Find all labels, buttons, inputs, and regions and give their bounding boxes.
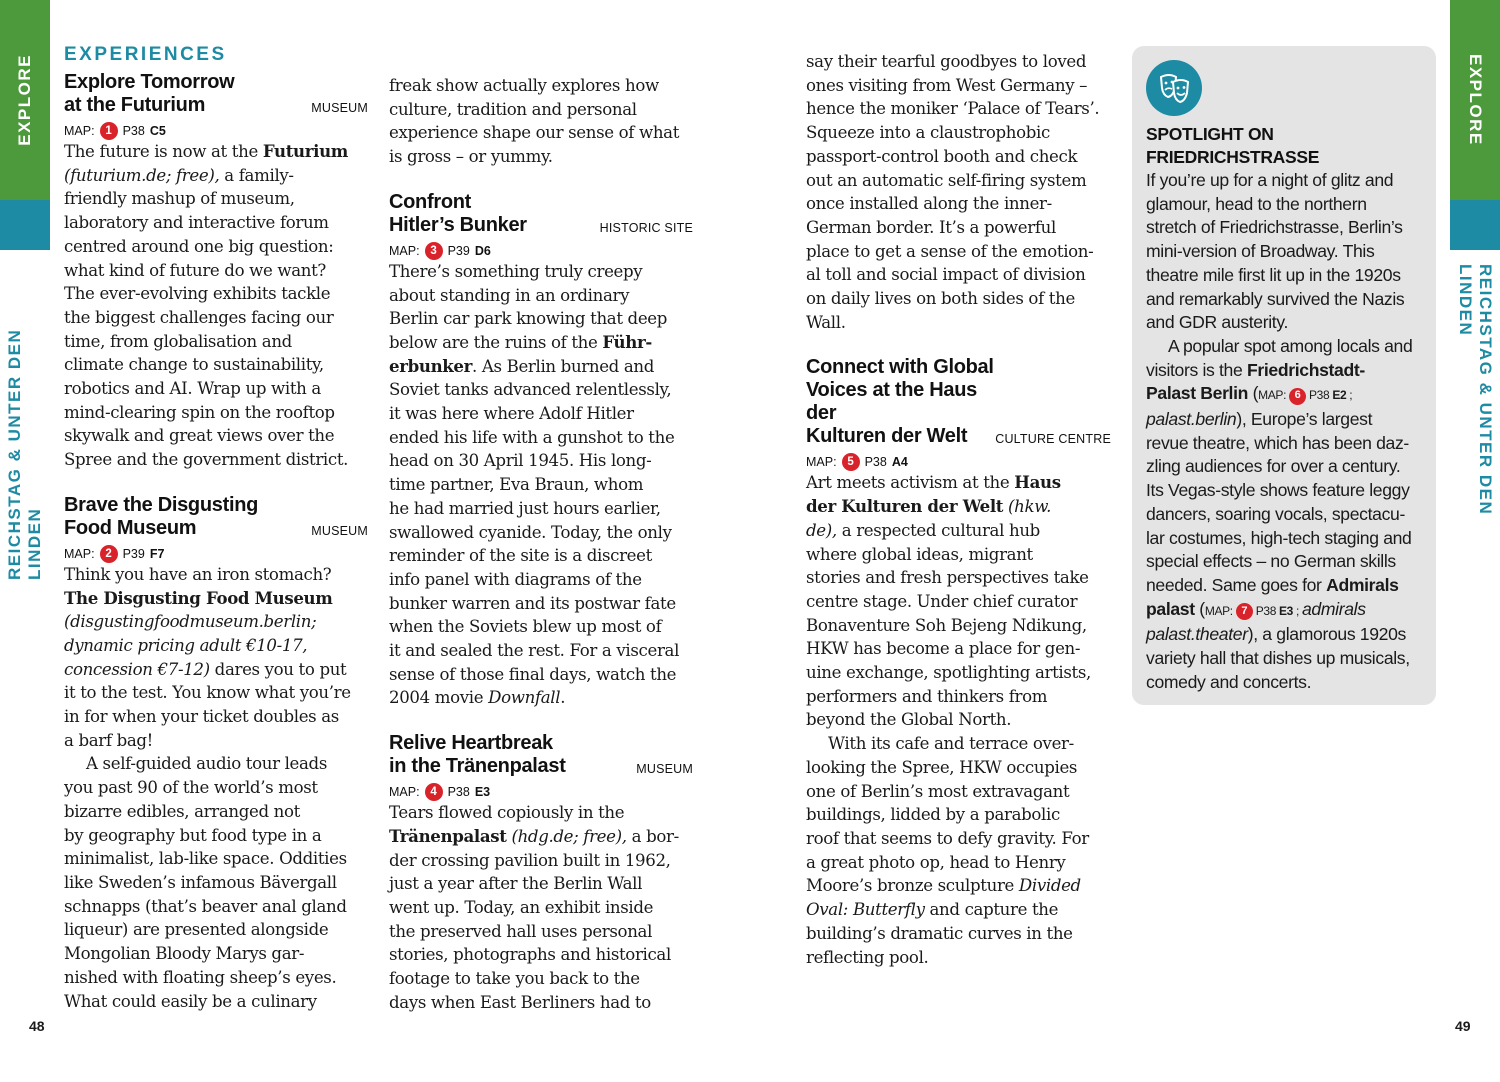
body-line: on daily lives on both sides of the bbox=[806, 289, 1075, 309]
venue-name: Admirals bbox=[1326, 574, 1399, 595]
map-label: MAP: bbox=[64, 546, 95, 561]
side-tab-chapter-right[interactable] bbox=[1450, 250, 1500, 580]
body-line: German border. It’s a powerful bbox=[806, 217, 1056, 237]
body-line: Art meets activism at the bbox=[806, 473, 1015, 493]
body-line: Squeeze into a claustrophobic bbox=[806, 123, 1050, 143]
map-grid: D6 bbox=[474, 243, 491, 258]
body-line: uine exchange, spotlighting artists, bbox=[806, 663, 1091, 683]
side-tab-label: REICHSTAG & UNTER DEN LINDEN bbox=[1456, 264, 1495, 516]
body-line: it was here where Adolf Hitler bbox=[389, 404, 634, 424]
map-reference[interactable] bbox=[1205, 604, 1293, 618]
body-line: performers and thinkers from bbox=[806, 686, 1048, 706]
body-line: time partner, Eva Braun, whom bbox=[389, 475, 644, 495]
entry-category: CULTURE CENTRE bbox=[995, 432, 1111, 447]
body-line: HKW has become a place for gen- bbox=[806, 639, 1081, 659]
body-line: There’s something truly creepy bbox=[389, 261, 643, 281]
body-line: culture, tradition and personal bbox=[389, 99, 637, 119]
map-grid: E2 bbox=[1332, 388, 1347, 403]
body-line: freak show actually explores how bbox=[389, 76, 659, 95]
body-line: time, from globalisation and bbox=[64, 331, 292, 351]
body-line: Spree and the government district. bbox=[64, 450, 349, 470]
page-number-left: 48 bbox=[29, 1018, 45, 1034]
body-line: visitors is the bbox=[1146, 359, 1247, 380]
body-line: hence the moniker ‘Palace of Tears’. bbox=[806, 99, 1100, 119]
body-line: glamour, head to the northern bbox=[1146, 193, 1367, 214]
entry-title bbox=[806, 356, 995, 448]
venue-info: (futurium.de; free), bbox=[64, 165, 220, 185]
body-line: he had married just hours earlier, bbox=[389, 498, 661, 518]
entry-title-line: Brave the Disgusting bbox=[64, 493, 259, 516]
entry-title-line: Confront bbox=[389, 190, 472, 213]
body-line: ; bbox=[1346, 388, 1353, 403]
theatre-masks-icon bbox=[1146, 60, 1202, 116]
entry-title-line: Kulturen der Welt bbox=[806, 425, 968, 448]
entry-title-line: at the Futurium bbox=[64, 94, 206, 116]
body-line: and GDR austerity. bbox=[1146, 312, 1289, 333]
body-line: stretch of Friedrichstrasse, Berlin’s bbox=[1146, 217, 1403, 238]
venue-info: concession €7-12) bbox=[64, 659, 210, 679]
film-title: Downfall bbox=[488, 688, 561, 708]
body-line: and remarkably survived the Nazis bbox=[1146, 288, 1405, 309]
spotlight-title-line: SPOTLIGHT ON bbox=[1146, 124, 1274, 144]
body-line: dancers, soaring vocals, spectacu- bbox=[1146, 503, 1405, 524]
map-page: P38 bbox=[122, 124, 145, 138]
body-line: Mongolian Bloody Marys gar- bbox=[64, 944, 305, 964]
body-line: head on 30 April 1945. His long- bbox=[389, 451, 652, 471]
body-line: the preserved hall uses personal bbox=[389, 921, 653, 941]
map-reference[interactable] bbox=[389, 783, 693, 801]
body-line: A self-guided audio tour leads bbox=[86, 754, 327, 774]
body-line: ( bbox=[1248, 383, 1259, 404]
body-line: al toll and social impact of division bbox=[806, 265, 1086, 285]
body-line: place to get a sense of the emotion- bbox=[806, 241, 1094, 261]
body-line: days when East Berliners had to bbox=[389, 992, 651, 1012]
body-line: ; bbox=[1293, 603, 1302, 618]
body-line: the biggest challenges facing our bbox=[64, 307, 334, 327]
body-line: bunker warren and its postwar fate bbox=[389, 593, 676, 613]
map-reference[interactable] bbox=[389, 242, 693, 260]
body-line: What could easily be a culinary bbox=[64, 991, 317, 1011]
body-line: what kind of future do we want? bbox=[64, 260, 326, 280]
side-tab-explore-right[interactable] bbox=[1450, 0, 1500, 200]
entry-heading bbox=[389, 191, 693, 237]
body-line: Its Vegas-style shows feature leggy bbox=[1146, 480, 1410, 501]
section-header: EXPERIENCES bbox=[64, 44, 227, 65]
spotlight-body bbox=[1146, 169, 1422, 694]
body-line: beyond the Global North. bbox=[806, 710, 1012, 730]
body-line: building’s dramatic curves in the bbox=[806, 923, 1073, 943]
venue-name: Haus bbox=[1014, 472, 1061, 493]
body-line: The future is now at the bbox=[64, 142, 263, 161]
body-line: sense of those final days, watch the bbox=[389, 664, 677, 684]
map-reference[interactable] bbox=[806, 453, 1111, 471]
body-line: below are the ruins of the bbox=[389, 332, 603, 352]
body-line: a barf bag! bbox=[64, 730, 153, 750]
artwork-title: Divided bbox=[1018, 876, 1081, 896]
body-line: is gross – or yummy. bbox=[389, 147, 553, 167]
side-tab-explore-left[interactable] bbox=[0, 0, 50, 200]
map-grid: E3 bbox=[474, 785, 491, 800]
entry-body-traenenpalast bbox=[389, 801, 693, 1014]
entry-body-hkw bbox=[806, 471, 1111, 969]
map-reference[interactable] bbox=[64, 122, 368, 140]
body-line: a family- bbox=[219, 165, 294, 185]
map-label: MAP: bbox=[389, 243, 420, 258]
body-line: . As Berlin burned and bbox=[472, 356, 655, 376]
venue-info: dynamic pricing adult €10-17, bbox=[64, 635, 308, 655]
entry-title bbox=[64, 71, 234, 117]
body-line: laboratory and interactive forum bbox=[64, 213, 329, 233]
body-line: footage to take you back to the bbox=[389, 969, 640, 989]
map-grid: E3 bbox=[1279, 603, 1294, 618]
side-tab-label: EXPLORE bbox=[1466, 54, 1485, 146]
body-line: nished with floating sheep’s eyes. bbox=[64, 967, 337, 987]
body-line: zling audiences for over a century. bbox=[1146, 456, 1401, 477]
venue-name: der Kulturen der Welt bbox=[806, 496, 1004, 517]
body-line: stories and fresh perspectives take bbox=[806, 568, 1089, 588]
entry-title-line: Food Museum bbox=[64, 516, 197, 539]
body-line: stories, photographs and historical bbox=[389, 945, 671, 965]
body-line: looking the Spree, HKW occupies bbox=[806, 757, 1078, 777]
venue-name: The Disgusting Food Museum bbox=[64, 587, 333, 608]
body-line: experience shape our sense of what bbox=[389, 123, 680, 143]
map-label: MAP: bbox=[1204, 603, 1233, 618]
body-line: roof that seems to defy gravity. For bbox=[806, 828, 1089, 848]
entry-title bbox=[389, 732, 566, 778]
body-line: by geography but food type in a bbox=[64, 825, 322, 845]
entry-title-line: in the Tränenpalast bbox=[389, 755, 566, 778]
body-line: a bor- bbox=[626, 826, 679, 846]
venue-info: (hdg.de; free), bbox=[506, 826, 627, 846]
entry-body-disgusting-food bbox=[64, 563, 368, 1013]
body-line: like Sweden’s infamous Bävergall bbox=[64, 872, 337, 892]
body-line: reminder of the site is a discreet bbox=[389, 546, 652, 566]
map-marker-icon: 3 bbox=[425, 242, 443, 260]
map-marker-icon: 5 bbox=[842, 453, 860, 471]
side-tab-teal-right bbox=[1450, 200, 1500, 250]
side-tab-chapter-left[interactable] bbox=[0, 250, 50, 580]
body-line: Moore’s bronze sculpture bbox=[806, 876, 1019, 896]
map-marker-icon: 2 bbox=[100, 545, 118, 563]
map-marker-icon: 7 bbox=[1236, 603, 1253, 620]
body-line: revue theatre, which has been daz- bbox=[1146, 432, 1409, 453]
continued-text bbox=[389, 74, 693, 169]
spotlight-box bbox=[1132, 46, 1436, 705]
body-line: in for when your ticket doubles as bbox=[64, 707, 339, 727]
artwork-title: Oval: Butterfly bbox=[806, 900, 925, 920]
body-line: der crossing pavilion built in 1962, bbox=[389, 850, 671, 870]
body-line: needed. Same goes for bbox=[1146, 574, 1327, 595]
entry-category: MUSEUM bbox=[311, 523, 368, 538]
map-label: MAP: bbox=[1258, 388, 1287, 403]
spotlight-title bbox=[1146, 123, 1422, 169]
side-tab-teal-left bbox=[0, 200, 50, 250]
map-page: P38 bbox=[1255, 603, 1277, 618]
body-line: special effects – no German skills bbox=[1146, 551, 1396, 572]
body-line: friendly mashup of museum, bbox=[64, 189, 295, 209]
entry-heading bbox=[389, 732, 693, 778]
body-line: it to the test. You know what you’re bbox=[64, 683, 351, 703]
body-line: robotics and AI. Wrap up with a bbox=[64, 379, 321, 399]
body-line: A popular spot among locals and bbox=[1168, 335, 1413, 356]
body-line: 2004 movie bbox=[389, 688, 489, 708]
entry-category: HISTORIC SITE bbox=[599, 220, 693, 235]
map-page: P38 bbox=[1309, 388, 1330, 403]
body-line: liqueur) are presented alongside bbox=[64, 920, 329, 940]
body-line: just a year after the Berlin Wall bbox=[389, 874, 643, 894]
entry-category: MUSEUM bbox=[311, 101, 368, 115]
body-line: about standing in an ordinary bbox=[389, 285, 630, 305]
body-line: schnapps (that’s beaver anal gland bbox=[64, 896, 347, 916]
body-line: when the Soviets blew up most of bbox=[389, 617, 662, 637]
body-line: climate change to sustainability, bbox=[64, 355, 324, 375]
map-page: P39 bbox=[447, 243, 470, 258]
entry-title bbox=[389, 191, 527, 237]
map-page: P38 bbox=[864, 455, 887, 470]
body-line: minimalist, lab-like space. Oddities bbox=[64, 849, 347, 869]
venue-name: Friedrichstadt- bbox=[1246, 359, 1365, 380]
venue-url[interactable]: palast.berlin bbox=[1146, 409, 1237, 430]
body-line: out an automatic self-firing system bbox=[806, 170, 1087, 190]
map-label: MAP: bbox=[806, 455, 837, 470]
venue-name: erbunker bbox=[389, 355, 473, 376]
body-line: theatre mile first lit up in the 1920s bbox=[1146, 264, 1401, 285]
body-line: a respected cultural hub bbox=[836, 520, 1040, 540]
spotlight-title-line: FRIEDRICHSTRASSE bbox=[1146, 147, 1320, 167]
entry-body-bunker bbox=[389, 260, 693, 710]
body-line: Wall. bbox=[806, 312, 846, 332]
map-marker-icon: 6 bbox=[1289, 388, 1306, 405]
body-line: once installed along the inner- bbox=[806, 194, 1052, 214]
venue-url[interactable]: palast.theater bbox=[1146, 624, 1248, 645]
map-label: MAP: bbox=[64, 124, 95, 138]
column-3 bbox=[806, 0, 1111, 969]
map-marker-icon: 4 bbox=[425, 783, 443, 801]
body-line: Soviet tanks advanced relentlessly, bbox=[389, 380, 672, 400]
entry-category: MUSEUM bbox=[636, 762, 693, 777]
body-line: centred around one big question: bbox=[64, 236, 334, 256]
map-label: MAP: bbox=[389, 785, 420, 800]
body-line: Bonaventure Soh Bejeng Ndikung, bbox=[806, 615, 1087, 635]
venue-info: (hkw. bbox=[1003, 497, 1052, 517]
map-grid: F7 bbox=[149, 546, 165, 561]
body-line: Tears flowed copiously in the bbox=[389, 803, 625, 823]
body-line: ( bbox=[1194, 598, 1205, 619]
venue-name: Führ- bbox=[602, 331, 652, 352]
body-line: bizarre edibles, arranged not bbox=[64, 801, 300, 821]
map-grid: A4 bbox=[891, 455, 908, 470]
map-reference[interactable] bbox=[1258, 388, 1346, 402]
body-line: one of Berlin’s most extravagant bbox=[806, 781, 1070, 801]
continued-text bbox=[806, 50, 1111, 334]
side-tab-label: REICHSTAG & UNTER DEN LINDEN bbox=[5, 328, 44, 580]
venue-name: Tränenpalast bbox=[389, 825, 507, 846]
body-line: ones visiting from West Germany – bbox=[806, 75, 1088, 95]
body-line: Think you have an iron stomach? bbox=[64, 564, 332, 584]
entry-title-line: Voices at the Haus der bbox=[806, 379, 977, 425]
map-page: P38 bbox=[447, 785, 470, 800]
entry-heading bbox=[806, 356, 1111, 448]
entry-heading bbox=[64, 71, 368, 117]
entry-heading bbox=[64, 494, 368, 540]
body-line: where global ideas, migrant bbox=[806, 544, 1033, 564]
body-line: reflecting pool. bbox=[806, 947, 929, 967]
body-line: a great photo op, head to Henry bbox=[806, 852, 1066, 872]
body-line: centre stage. Under chief curator bbox=[806, 591, 1078, 611]
venue-info: (disgustingfoodmuseum.berlin; bbox=[64, 612, 317, 632]
venue-name: palast bbox=[1146, 598, 1195, 619]
entry-title-line: Relive Heartbreak bbox=[389, 732, 553, 755]
body-line: skywalk and great views over the bbox=[64, 426, 335, 446]
map-marker-icon: 1 bbox=[100, 122, 118, 140]
body-line: With its cafe and terrace over- bbox=[828, 734, 1074, 754]
body-line: and capture the bbox=[924, 900, 1059, 920]
body-line: The ever-evolving exhibits tackle bbox=[64, 284, 331, 304]
column-1 bbox=[64, 0, 368, 1013]
body-line: say their tearful goodbyes to loved bbox=[806, 52, 1087, 71]
body-line: info panel with diagrams of the bbox=[389, 569, 642, 589]
body-line: passport-control booth and check bbox=[806, 146, 1078, 166]
body-line: comedy and concerts. bbox=[1146, 671, 1312, 692]
venue-info: de), bbox=[806, 520, 837, 540]
entry-title-line: Explore Tomorrow bbox=[64, 71, 235, 93]
entry-title bbox=[64, 494, 258, 540]
body-line: variety hall that dishes up musicals, bbox=[1146, 648, 1410, 669]
body-line: mind-clearing spin on the rooftop bbox=[64, 402, 335, 422]
body-line: Berlin car park knowing that deep bbox=[389, 309, 668, 329]
map-grid: C5 bbox=[149, 124, 166, 138]
body-line: you past 90 of the world’s most bbox=[64, 778, 318, 798]
body-line: went up. Today, an exhibit inside bbox=[389, 897, 654, 917]
page-number-right: 49 bbox=[1455, 1018, 1471, 1034]
entry-body-futurium bbox=[64, 140, 368, 472]
venue-name: Palast Berlin bbox=[1146, 383, 1249, 404]
body-line: ), Europe’s largest bbox=[1236, 409, 1373, 430]
map-reference[interactable] bbox=[64, 545, 368, 563]
body-line: ), a glamorous 1920s bbox=[1247, 624, 1406, 645]
body-line: . bbox=[560, 688, 566, 708]
column-2 bbox=[389, 0, 693, 1015]
body-line: swallowed cyanide. Today, the only bbox=[389, 522, 672, 542]
body-line: buildings, lidded by a parabolic bbox=[806, 805, 1060, 825]
body-line: ended his life with a gunshot to the bbox=[389, 427, 675, 447]
body-line: If you’re up for a night of glitz and bbox=[1146, 170, 1394, 190]
body-line: dares you to put bbox=[209, 659, 347, 679]
entry-title-line: Hitler’s Bunker bbox=[389, 213, 527, 236]
body-line: lar costumes, high-tech staging and bbox=[1146, 527, 1412, 548]
venue-url[interactable]: admirals bbox=[1301, 598, 1366, 619]
map-page: P39 bbox=[122, 546, 145, 561]
entry-title-line: Connect with Global bbox=[806, 356, 994, 379]
body-line: it and sealed the rest. For a visceral bbox=[389, 641, 680, 661]
side-tab-label: EXPLORE bbox=[15, 54, 34, 146]
body-line: mini-version of Broadway. This bbox=[1146, 241, 1375, 262]
venue-name: Futurium bbox=[262, 141, 349, 161]
